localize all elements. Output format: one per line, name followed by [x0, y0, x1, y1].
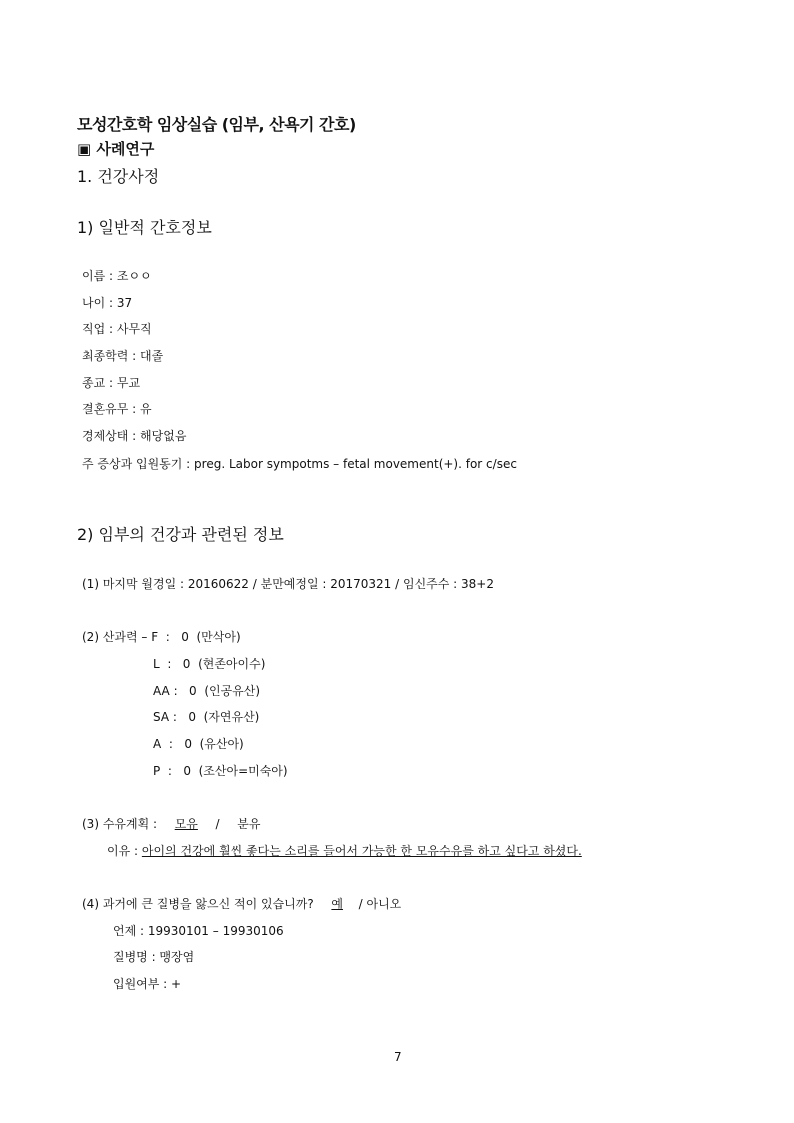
past-illness-question: (4) 과거에 큰 질병을 앓으신 적이 있습니까?	[82, 897, 314, 911]
info-name: 이름 : 조ㅇㅇ	[82, 269, 152, 283]
document-title: 모성간호학 임상실습 (임부, 산욕기 간호)	[77, 115, 356, 134]
feeding-plan-label: (3) 수유계획 :	[82, 817, 158, 831]
illness-name: 질병명 : 맹장염	[113, 950, 195, 964]
case-study-label: ▣ 사례연구	[77, 140, 155, 158]
info-marital-status: 결혼유무 : 유	[82, 402, 152, 416]
subsection-heading-pregnancy-info: 2) 임부의 건강과 관련된 정보	[77, 525, 284, 544]
illness-period: 언제 : 19930101 – 19930106	[113, 924, 284, 938]
feeding-choice-breast: 모유	[174, 817, 198, 831]
past-illness-answer-yes: 예	[331, 897, 343, 911]
illness-hospitalization: 입원여부 : +	[113, 977, 182, 991]
info-occupation: 직업 : 사무직	[82, 322, 152, 336]
obstetric-history-head: (2) 산과력 – F : 0 (만삭아)	[82, 630, 241, 644]
feeding-plan-row	[82, 815, 260, 832]
past-illness-row	[82, 895, 401, 912]
feeding-choice-separator: /	[215, 817, 220, 831]
feeding-reason-label: 이유 :	[107, 844, 139, 858]
feeding-reason-row	[107, 842, 582, 859]
info-education: 최종학력 : 대졸	[82, 349, 164, 363]
info-religion: 종교 : 무교	[82, 376, 141, 390]
feeding-choice-formula: 분유	[237, 817, 261, 831]
past-illness-answer-no: / 아니오	[358, 897, 402, 911]
info-age: 나이 : 37	[82, 296, 133, 310]
obstetric-abortion: A : 0 (유산아)	[153, 737, 244, 751]
obstetric-artificial-abortion: AA : 0 (인공유산)	[153, 684, 261, 698]
obstetric-spontaneous-abortion: SA : 0 (자연유산)	[153, 710, 260, 724]
feeding-reason-text: 아이의 건강에 훨씬 좋다는 소리를 들어서 가능한 한 모유수유를 하고 싶다고 하셨다.	[141, 844, 582, 858]
menstrual-and-due-date: (1) 마지막 월경일 : 20160622 / 분만예정일 : 20170321 / 임신주수 : 38+2	[82, 577, 494, 591]
subsection-heading-general-info: 1) 일반적 간호정보	[77, 218, 212, 237]
obstetric-preterm: P : 0 (조산아=미숙아)	[153, 764, 288, 778]
page-number: 7	[394, 1050, 402, 1064]
info-chief-complaint: 주 증상과 입원동기 : preg. Labor sympotms – fetal movement(+). for c/sec	[82, 457, 517, 471]
obstetric-living: L : 0 (현존아이수)	[153, 657, 266, 671]
section-heading-health-assessment: 1. 건강사정	[77, 167, 160, 186]
info-economic-status: 경제상태 : 해당없음	[82, 429, 187, 443]
